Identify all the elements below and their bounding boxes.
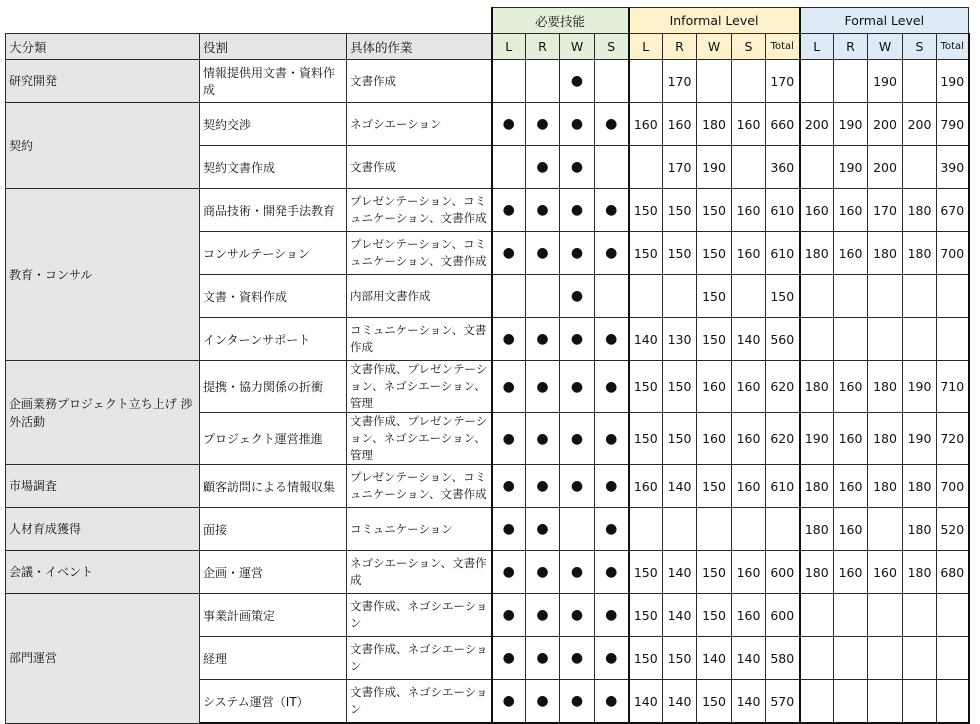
- informal-total-cell: 600: [766, 551, 800, 594]
- formal-total-cell: [937, 318, 969, 361]
- formal-r-cell: 160: [834, 361, 868, 413]
- informal-w-cell: 150: [697, 275, 732, 318]
- skill-r-cell: ●: [526, 232, 560, 275]
- skill-w-cell: ●: [560, 275, 595, 318]
- informal-r-cell: 150: [663, 189, 697, 232]
- formal-l-cell: [800, 680, 834, 724]
- informal-total-cell: 360: [766, 146, 800, 189]
- skill-w-cell: ●: [560, 413, 595, 465]
- skill-l-cell: [492, 60, 526, 103]
- formal-l-cell: [800, 637, 834, 680]
- formal-r-cell: 160: [834, 551, 868, 594]
- group-informal: Informal Level: [629, 8, 800, 34]
- formal-r-cell: [834, 60, 868, 103]
- formal-s-cell: [903, 680, 937, 724]
- informal-s-cell: [732, 275, 766, 318]
- group-header-row: [6, 8, 969, 34]
- formal-w-cell: [868, 318, 903, 361]
- informal-w-cell: 150: [697, 551, 732, 594]
- informal-w-cell: 190: [697, 146, 732, 189]
- informal-total-cell: 560: [766, 318, 800, 361]
- role-cell: 情報提供用文書・資料作成: [200, 60, 347, 103]
- role-cell: システム運営（IT）: [200, 680, 347, 724]
- skill-r-cell: ●: [526, 103, 560, 146]
- header-category: 大分類: [6, 34, 200, 60]
- informal-r-cell: 150: [663, 413, 697, 465]
- formal-l-cell: 180: [800, 465, 834, 508]
- role-cell: 事業計画策定: [200, 594, 347, 637]
- informal-total-cell: [766, 508, 800, 551]
- informal-s-cell: 160: [732, 361, 766, 413]
- skill-s-cell: ●: [595, 508, 629, 551]
- informal-l-cell: [629, 275, 663, 318]
- formal-s-cell: [903, 594, 937, 637]
- skill-s-cell: ●: [595, 594, 629, 637]
- skill-l-cell: ●: [492, 232, 526, 275]
- formal-l-cell: 160: [800, 189, 834, 232]
- formal-r-cell: 160: [834, 413, 868, 465]
- header-informal-s: S: [732, 34, 766, 60]
- skill-l-cell: [492, 146, 526, 189]
- informal-total-cell: 600: [766, 594, 800, 637]
- formal-l-cell: [800, 275, 834, 318]
- table-row: [6, 551, 969, 594]
- table-row: [6, 60, 969, 103]
- formal-w-cell: 180: [868, 413, 903, 465]
- informal-s-cell: [732, 60, 766, 103]
- formal-l-cell: [800, 318, 834, 361]
- category-cell: 市場調査: [6, 465, 200, 508]
- formal-s-cell: [903, 318, 937, 361]
- informal-l-cell: 150: [629, 594, 663, 637]
- table-row: [6, 189, 969, 232]
- header-formal-total: Total: [937, 34, 969, 60]
- informal-s-cell: 140: [732, 637, 766, 680]
- skill-r-cell: ●: [526, 594, 560, 637]
- skill-r-cell: [526, 60, 560, 103]
- formal-l-cell: 180: [800, 232, 834, 275]
- formal-r-cell: 160: [834, 465, 868, 508]
- informal-w-cell: 160: [697, 361, 732, 413]
- informal-total-cell: 660: [766, 103, 800, 146]
- skill-w-cell: ●: [560, 189, 595, 232]
- informal-r-cell: 140: [663, 465, 697, 508]
- blank-corner: [6, 8, 492, 34]
- informal-r-cell: 160: [663, 103, 697, 146]
- skill-r-cell: ●: [526, 318, 560, 361]
- informal-s-cell: 160: [732, 232, 766, 275]
- skill-r-cell: ●: [526, 508, 560, 551]
- role-cell: コンサルテーション: [200, 232, 347, 275]
- formal-s-cell: 180: [903, 189, 937, 232]
- skill-w-cell: ●: [560, 146, 595, 189]
- header-formal-l: L: [800, 34, 834, 60]
- work-cell: ネゴシエーション: [347, 103, 492, 146]
- skill-r-cell: ●: [526, 413, 560, 465]
- formal-l-cell: [800, 60, 834, 103]
- informal-total-cell: 620: [766, 361, 800, 413]
- informal-total-cell: 620: [766, 413, 800, 465]
- skill-r-cell: ●: [526, 637, 560, 680]
- formal-l-cell: 190: [800, 413, 834, 465]
- formal-total-cell: 700: [937, 232, 969, 275]
- category-cell: 教育・コンサル: [6, 189, 200, 361]
- formal-total-cell: 700: [937, 465, 969, 508]
- informal-w-cell: 150: [697, 465, 732, 508]
- informal-total-cell: 610: [766, 189, 800, 232]
- formal-l-cell: [800, 594, 834, 637]
- header-formal-r: R: [834, 34, 868, 60]
- formal-total-cell: [937, 637, 969, 680]
- formal-r-cell: 160: [834, 508, 868, 551]
- formal-r-cell: [834, 637, 868, 680]
- work-cell: ネゴシエーション、文書作成: [347, 551, 492, 594]
- formal-w-cell: 180: [868, 232, 903, 275]
- informal-total-cell: 610: [766, 232, 800, 275]
- category-cell: 会議・イベント: [6, 551, 200, 594]
- informal-l-cell: [629, 508, 663, 551]
- skill-w-cell: ●: [560, 60, 595, 103]
- work-cell: プレゼンテーション、コミュニケーション、文書作成: [347, 189, 492, 232]
- skill-r-cell: ●: [526, 146, 560, 189]
- formal-s-cell: 180: [903, 508, 937, 551]
- informal-l-cell: 150: [629, 232, 663, 275]
- header-informal-total: Total: [766, 34, 800, 60]
- work-cell: プレゼンテーション、コミュニケーション、文書作成: [347, 232, 492, 275]
- table-row: [6, 361, 969, 413]
- work-cell: プレゼンテーション、コミュニケーション、文書作成: [347, 465, 492, 508]
- formal-total-cell: [937, 594, 969, 637]
- skill-l-cell: ●: [492, 594, 526, 637]
- formal-w-cell: 200: [868, 103, 903, 146]
- informal-l-cell: 150: [629, 189, 663, 232]
- informal-total-cell: 580: [766, 637, 800, 680]
- formal-w-cell: 170: [868, 189, 903, 232]
- skill-s-cell: ●: [595, 361, 629, 413]
- work-cell: 文書作成: [347, 60, 492, 103]
- skill-w-cell: ●: [560, 361, 595, 413]
- skill-l-cell: ●: [492, 637, 526, 680]
- formal-w-cell: [868, 508, 903, 551]
- skill-s-cell: ●: [595, 318, 629, 361]
- header-informal-l: L: [629, 34, 663, 60]
- formal-w-cell: 160: [868, 551, 903, 594]
- skill-w-cell: ●: [560, 637, 595, 680]
- informal-w-cell: 150: [697, 318, 732, 361]
- table-row: [6, 508, 969, 551]
- header-skill-r: R: [526, 34, 560, 60]
- formal-w-cell: [868, 637, 903, 680]
- informal-w-cell: 180: [697, 103, 732, 146]
- skill-l-cell: ●: [492, 680, 526, 724]
- informal-w-cell: 160: [697, 413, 732, 465]
- formal-s-cell: [903, 637, 937, 680]
- skill-r-cell: ●: [526, 361, 560, 413]
- formal-s-cell: [903, 275, 937, 318]
- formal-w-cell: [868, 680, 903, 724]
- skill-s-cell: ●: [595, 465, 629, 508]
- formal-total-cell: 520: [937, 508, 969, 551]
- informal-total-cell: 150: [766, 275, 800, 318]
- skills-level-table: [5, 7, 970, 724]
- informal-s-cell: 160: [732, 551, 766, 594]
- formal-total-cell: 680: [937, 551, 969, 594]
- skill-l-cell: ●: [492, 189, 526, 232]
- informal-total-cell: 570: [766, 680, 800, 724]
- skill-s-cell: ●: [595, 680, 629, 724]
- skill-w-cell: [560, 508, 595, 551]
- skill-l-cell: ●: [492, 361, 526, 413]
- informal-s-cell: 160: [732, 594, 766, 637]
- skill-w-cell: ●: [560, 680, 595, 724]
- category-cell: 企画業務プロジェクト立ち上げ 渉外活動: [6, 361, 200, 465]
- role-cell: 文書・資料作成: [200, 275, 347, 318]
- formal-s-cell: 180: [903, 551, 937, 594]
- informal-r-cell: 150: [663, 232, 697, 275]
- skill-l-cell: ●: [492, 551, 526, 594]
- informal-s-cell: [732, 146, 766, 189]
- informal-r-cell: 130: [663, 318, 697, 361]
- formal-r-cell: 190: [834, 146, 868, 189]
- formal-l-cell: 180: [800, 551, 834, 594]
- formal-total-cell: [937, 680, 969, 724]
- header-informal-r: R: [663, 34, 697, 60]
- work-cell: 文書作成: [347, 146, 492, 189]
- header-role: 役割: [200, 34, 347, 60]
- informal-r-cell: 170: [663, 60, 697, 103]
- formal-total-cell: 670: [937, 189, 969, 232]
- work-cell: 文書作成、ネゴシエーション: [347, 637, 492, 680]
- informal-l-cell: [629, 146, 663, 189]
- category-cell: 人材育成獲得: [6, 508, 200, 551]
- formal-s-cell: 180: [903, 232, 937, 275]
- informal-s-cell: 160: [732, 103, 766, 146]
- informal-s-cell: 140: [732, 318, 766, 361]
- informal-r-cell: 150: [663, 361, 697, 413]
- skill-s-cell: [595, 275, 629, 318]
- formal-total-cell: 710: [937, 361, 969, 413]
- informal-w-cell: [697, 508, 732, 551]
- work-cell: 文書作成、プレゼンテーション、ネゴシエーション、管理: [347, 413, 492, 465]
- skill-l-cell: ●: [492, 318, 526, 361]
- informal-l-cell: 160: [629, 465, 663, 508]
- informal-r-cell: 140: [663, 594, 697, 637]
- informal-s-cell: 160: [732, 413, 766, 465]
- formal-s-cell: [903, 60, 937, 103]
- skill-r-cell: ●: [526, 465, 560, 508]
- informal-r-cell: 150: [663, 637, 697, 680]
- header-skill-w: W: [560, 34, 595, 60]
- informal-w-cell: [697, 60, 732, 103]
- skill-l-cell: [492, 275, 526, 318]
- informal-l-cell: 150: [629, 637, 663, 680]
- category-cell: 研究開発: [6, 60, 200, 103]
- role-cell: 商品技術・開発手法教育: [200, 189, 347, 232]
- skill-s-cell: ●: [595, 103, 629, 146]
- skill-s-cell: ●: [595, 232, 629, 275]
- informal-r-cell: 140: [663, 680, 697, 724]
- table-row: [6, 465, 969, 508]
- skill-s-cell: [595, 146, 629, 189]
- informal-r-cell: 140: [663, 551, 697, 594]
- skill-s-cell: ●: [595, 637, 629, 680]
- skill-s-cell: ●: [595, 189, 629, 232]
- skill-l-cell: ●: [492, 103, 526, 146]
- work-cell: 文書作成、ネゴシエーション: [347, 680, 492, 724]
- formal-total-cell: [937, 275, 969, 318]
- formal-total-cell: 190: [937, 60, 969, 103]
- skill-r-cell: ●: [526, 680, 560, 724]
- header-skill-s: S: [595, 34, 629, 60]
- skill-l-cell: ●: [492, 413, 526, 465]
- informal-w-cell: 140: [697, 637, 732, 680]
- formal-w-cell: 180: [868, 361, 903, 413]
- work-cell: 文書作成、プレゼンテーション、ネゴシエーション、管理: [347, 361, 492, 413]
- role-cell: インターンサポート: [200, 318, 347, 361]
- informal-r-cell: [663, 508, 697, 551]
- table-row: [6, 103, 969, 146]
- skill-l-cell: ●: [492, 465, 526, 508]
- informal-l-cell: 150: [629, 551, 663, 594]
- formal-r-cell: [834, 318, 868, 361]
- informal-total-cell: 610: [766, 465, 800, 508]
- formal-r-cell: [834, 680, 868, 724]
- role-cell: プロジェクト運営推進: [200, 413, 347, 465]
- skill-s-cell: ●: [595, 413, 629, 465]
- role-cell: 契約交渉: [200, 103, 347, 146]
- formal-s-cell: 190: [903, 361, 937, 413]
- category-cell: 契約: [6, 103, 200, 189]
- informal-w-cell: 150: [697, 189, 732, 232]
- formal-l-cell: 180: [800, 508, 834, 551]
- informal-l-cell: 140: [629, 680, 663, 724]
- skill-s-cell: ●: [595, 551, 629, 594]
- formal-l-cell: [800, 146, 834, 189]
- column-header-row: [6, 34, 969, 60]
- formal-s-cell: 180: [903, 465, 937, 508]
- informal-l-cell: [629, 60, 663, 103]
- informal-l-cell: 150: [629, 361, 663, 413]
- formal-total-cell: 790: [937, 103, 969, 146]
- skill-w-cell: ●: [560, 465, 595, 508]
- formal-l-cell: 200: [800, 103, 834, 146]
- formal-r-cell: 160: [834, 189, 868, 232]
- formal-w-cell: 200: [868, 146, 903, 189]
- formal-total-cell: 720: [937, 413, 969, 465]
- skill-w-cell: ●: [560, 232, 595, 275]
- formal-l-cell: 180: [800, 361, 834, 413]
- skill-l-cell: ●: [492, 508, 526, 551]
- informal-w-cell: 150: [697, 594, 732, 637]
- skill-r-cell: ●: [526, 189, 560, 232]
- header-formal-w: W: [868, 34, 903, 60]
- formal-w-cell: [868, 594, 903, 637]
- informal-s-cell: 160: [732, 465, 766, 508]
- skill-w-cell: ●: [560, 318, 595, 361]
- formal-s-cell: 200: [903, 103, 937, 146]
- role-cell: 契約文書作成: [200, 146, 347, 189]
- informal-r-cell: 170: [663, 146, 697, 189]
- informal-l-cell: 140: [629, 318, 663, 361]
- skill-w-cell: ●: [560, 594, 595, 637]
- informal-w-cell: 150: [697, 680, 732, 724]
- informal-s-cell: 160: [732, 189, 766, 232]
- informal-w-cell: 150: [697, 232, 732, 275]
- formal-r-cell: [834, 594, 868, 637]
- informal-l-cell: 160: [629, 103, 663, 146]
- skill-w-cell: ●: [560, 551, 595, 594]
- role-cell: 企画・運営: [200, 551, 347, 594]
- role-cell: 経理: [200, 637, 347, 680]
- informal-l-cell: 150: [629, 413, 663, 465]
- role-cell: 提携・協力関係の折衝: [200, 361, 347, 413]
- header-informal-w: W: [697, 34, 732, 60]
- formal-r-cell: 190: [834, 103, 868, 146]
- work-cell: コミュニケーション、文書作成: [347, 318, 492, 361]
- role-cell: 面接: [200, 508, 347, 551]
- skill-r-cell: ●: [526, 551, 560, 594]
- category-cell: 部門運営: [6, 594, 200, 724]
- work-cell: 内部用文書作成: [347, 275, 492, 318]
- formal-w-cell: [868, 275, 903, 318]
- informal-total-cell: 170: [766, 60, 800, 103]
- role-cell: 顧客訪問による情報収集: [200, 465, 347, 508]
- informal-r-cell: [663, 275, 697, 318]
- skill-r-cell: [526, 275, 560, 318]
- header-skill-l: L: [492, 34, 526, 60]
- header-formal-s: S: [903, 34, 937, 60]
- formal-w-cell: 180: [868, 465, 903, 508]
- formal-s-cell: [903, 146, 937, 189]
- header-work: 具体的作業: [347, 34, 492, 60]
- formal-r-cell: 160: [834, 232, 868, 275]
- formal-w-cell: 190: [868, 60, 903, 103]
- formal-r-cell: [834, 275, 868, 318]
- group-formal: Formal Level: [800, 8, 969, 34]
- formal-total-cell: 390: [937, 146, 969, 189]
- skill-s-cell: [595, 60, 629, 103]
- skill-w-cell: ●: [560, 103, 595, 146]
- formal-s-cell: 190: [903, 413, 937, 465]
- informal-s-cell: 140: [732, 680, 766, 724]
- work-cell: コミュニケーション: [347, 508, 492, 551]
- work-cell: 文書作成、ネゴシエーション: [347, 594, 492, 637]
- group-skills: 必要技能: [492, 8, 629, 34]
- informal-s-cell: [732, 508, 766, 551]
- table-row: [6, 594, 969, 637]
